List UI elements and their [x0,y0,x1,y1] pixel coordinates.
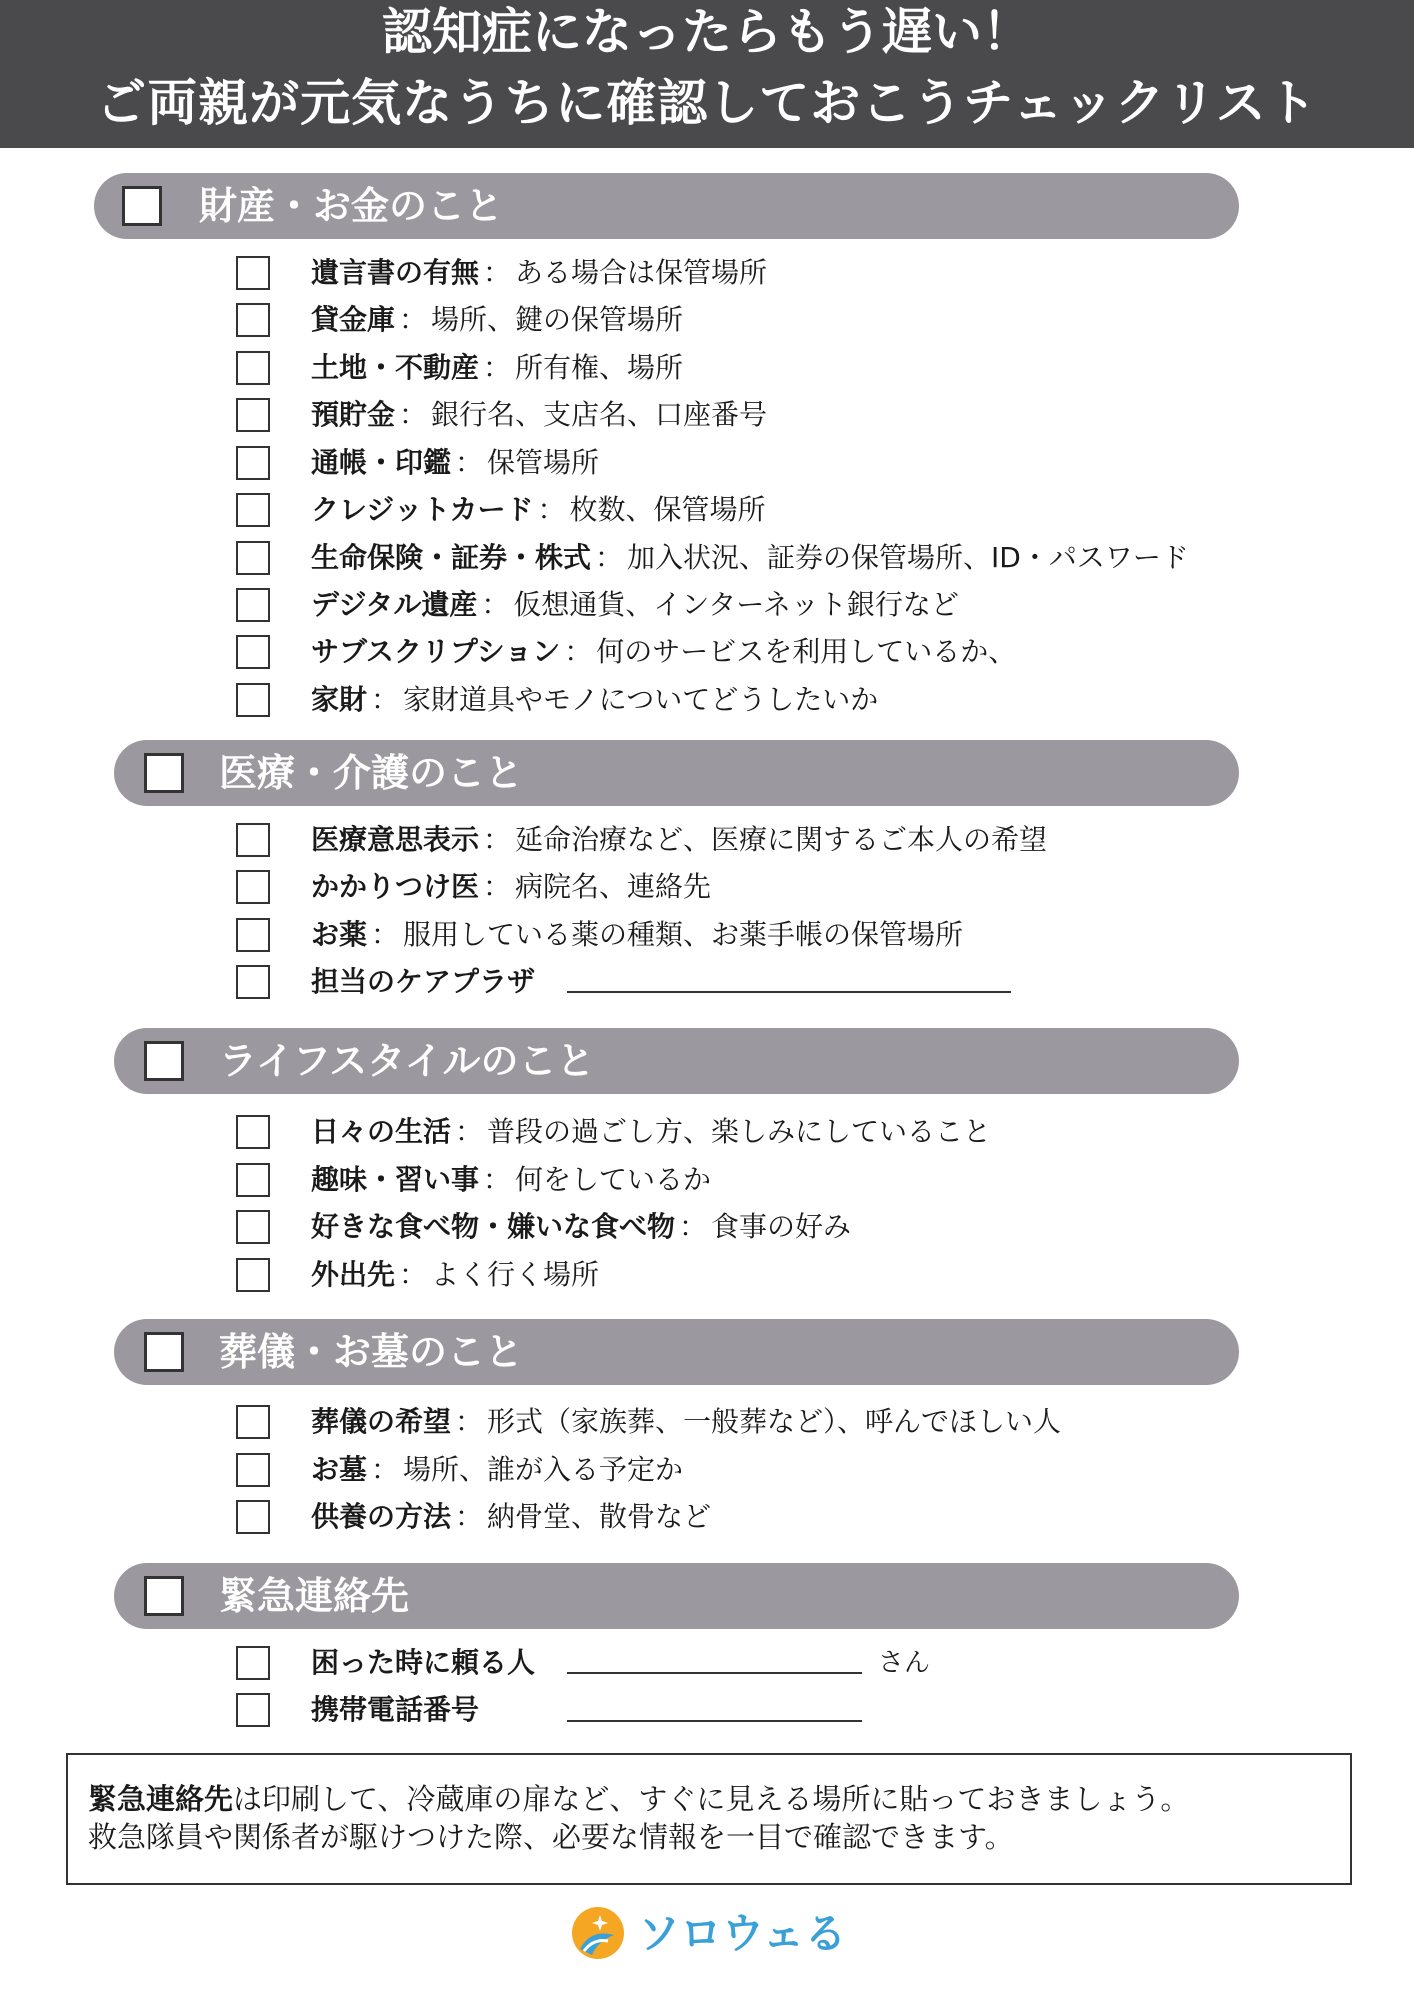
honorific-suffix: さん [878,1648,931,1678]
item-checkbox[interactable] [236,918,270,952]
header-title-line1: 認知症になったらもう遅い！ [382,3,1032,61]
item-checkbox[interactable] [236,823,270,857]
item-key: 供養の方法 [311,1500,452,1533]
item-key: 遺言書の有無 [311,256,480,289]
item-checkbox[interactable] [236,1646,270,1680]
item-desc: 延命治療など、医療に関するご本人の希望 [515,823,1048,856]
fill-in-line-contact-person[interactable] [567,1672,862,1674]
fill-in-line-careplaza[interactable] [567,991,1011,993]
item-checkbox[interactable] [236,398,270,432]
item-key: 趣味・習い事 [311,1163,480,1196]
item-desc: 納骨堂、散骨など [487,1500,712,1533]
logo-name: ソロウェる [638,1909,847,1958]
section-title: 緊急連絡先 [219,1574,410,1618]
header-title-line2: ご両親が元気なうちに確認しておこうチェックリスト [96,74,1318,132]
item-key: 家財 [311,683,368,716]
item-checkbox[interactable] [236,1258,270,1292]
item-key: クレジットカード [311,493,534,526]
section-title: ライフスタイルのこと [219,1039,595,1083]
note-box [66,1753,1352,1885]
section-header-assets [94,173,1239,239]
section-checkbox[interactable] [122,186,162,226]
item-checkbox[interactable] [236,303,270,337]
item-key: 預貯金 [311,398,396,431]
item-checkbox[interactable] [236,256,270,290]
item-checkbox[interactable] [236,351,270,385]
item-checkbox[interactable] [236,446,270,480]
section-checkbox[interactable] [144,1332,184,1372]
section-checkbox[interactable] [144,753,184,793]
item-key: 生命保険・証券・株式 [311,541,592,574]
section-header-lifestyle [114,1028,1239,1094]
item-checkbox[interactable] [236,1163,270,1197]
item-desc: 普段の過ごし方、楽しみにしていること [487,1115,992,1148]
section-title: 財産・お金のこと [199,184,504,228]
item-desc: 場所、鍵の保管場所 [431,303,684,336]
item-checkbox[interactable] [236,965,270,999]
item-checkbox[interactable] [236,541,270,575]
page-header [0,0,1414,148]
item-desc: 何のサービスを利用しているか、 [596,635,1017,668]
logo-icon [570,1905,626,1961]
section-title: 医療・介護のこと [219,751,524,795]
item-desc: 所有権、場所 [515,351,684,384]
item-key: 貸金庫 [311,303,396,336]
item-desc: 場所、誰が入る予定か [403,1453,684,1486]
item-key: 土地・不動産 [311,351,480,384]
item-key: お薬 [311,918,368,951]
item-desc: 形式（家族葬、一般葬など）、呼んでほしい人 [487,1405,1062,1438]
item-desc: 銀行名、支店名、口座番号 [431,398,768,431]
item-key: 担当のケアプラザ [311,965,536,998]
item-key: かかりつけ医 [311,870,480,903]
item-desc: 保管場所 [487,446,600,479]
section-checkbox[interactable] [144,1576,184,1616]
section-header-medical [114,740,1239,806]
section-title: 葬儀・お墓のこと [219,1330,524,1374]
item-desc: 加入状況、証券の保管場所、ID・パスワード [627,541,1189,574]
section-header-funeral [114,1319,1239,1385]
item-checkbox[interactable] [236,635,270,669]
item-key: 通帳・印鑑 [311,446,452,479]
item-key: 医療意思表示 [311,823,480,856]
item-desc: 枚数、保管場所 [569,493,766,526]
item-key: 日々の生活 [311,1115,452,1148]
item-desc: よく行く場所 [431,1258,600,1291]
item-checkbox[interactable] [236,1500,270,1534]
item-key: お墓 [311,1453,368,1486]
item-key: サブスクリプション [311,635,561,668]
item-checkbox[interactable] [236,493,270,527]
item-checkbox[interactable] [236,1453,270,1487]
item-checkbox[interactable] [236,1693,270,1727]
item-key: 好きな食べ物・嫌いな食べ物 [311,1210,676,1243]
item-key: 携帯電話番号 [311,1693,480,1726]
item-key: 外出先 [311,1258,396,1291]
item-checkbox[interactable] [236,1210,270,1244]
item-desc: 仮想通貨、インターネット銀行など [513,588,959,621]
item-checkbox[interactable] [236,870,270,904]
item-desc: 服用している薬の種類、お薬手帳の保管場所 [403,918,964,951]
section-header-emergency [114,1563,1239,1629]
item-desc: ある場合は保管場所 [515,256,768,289]
item-checkbox[interactable] [236,1115,270,1149]
fill-in-line-phone[interactable] [567,1720,862,1722]
note-line2: 救急隊員や関係者が駆けつけた際、必要な情報を一目で確認できます。 [88,1820,1014,1854]
section-checkbox[interactable] [144,1041,184,1081]
item-key: デジタル遺産 [311,588,478,621]
item-desc: 病院名、連絡先 [515,870,712,903]
item-checkbox[interactable] [236,1405,270,1439]
item-key: 葬儀の希望 [311,1405,452,1438]
item-desc: 家財道具やモノについてどうしたいか [403,683,879,716]
item-checkbox[interactable] [236,683,270,717]
note-line1: 緊急連絡先は印刷して、冷蔵庫の扉など、すぐに見える場所に貼っておきましょう。 [88,1782,1190,1816]
item-checkbox[interactable] [236,588,270,622]
item-desc: 食事の好み [711,1210,852,1243]
item-desc: 何をしているか [515,1163,712,1196]
item-key: 困った時に頼る人 [311,1646,536,1679]
